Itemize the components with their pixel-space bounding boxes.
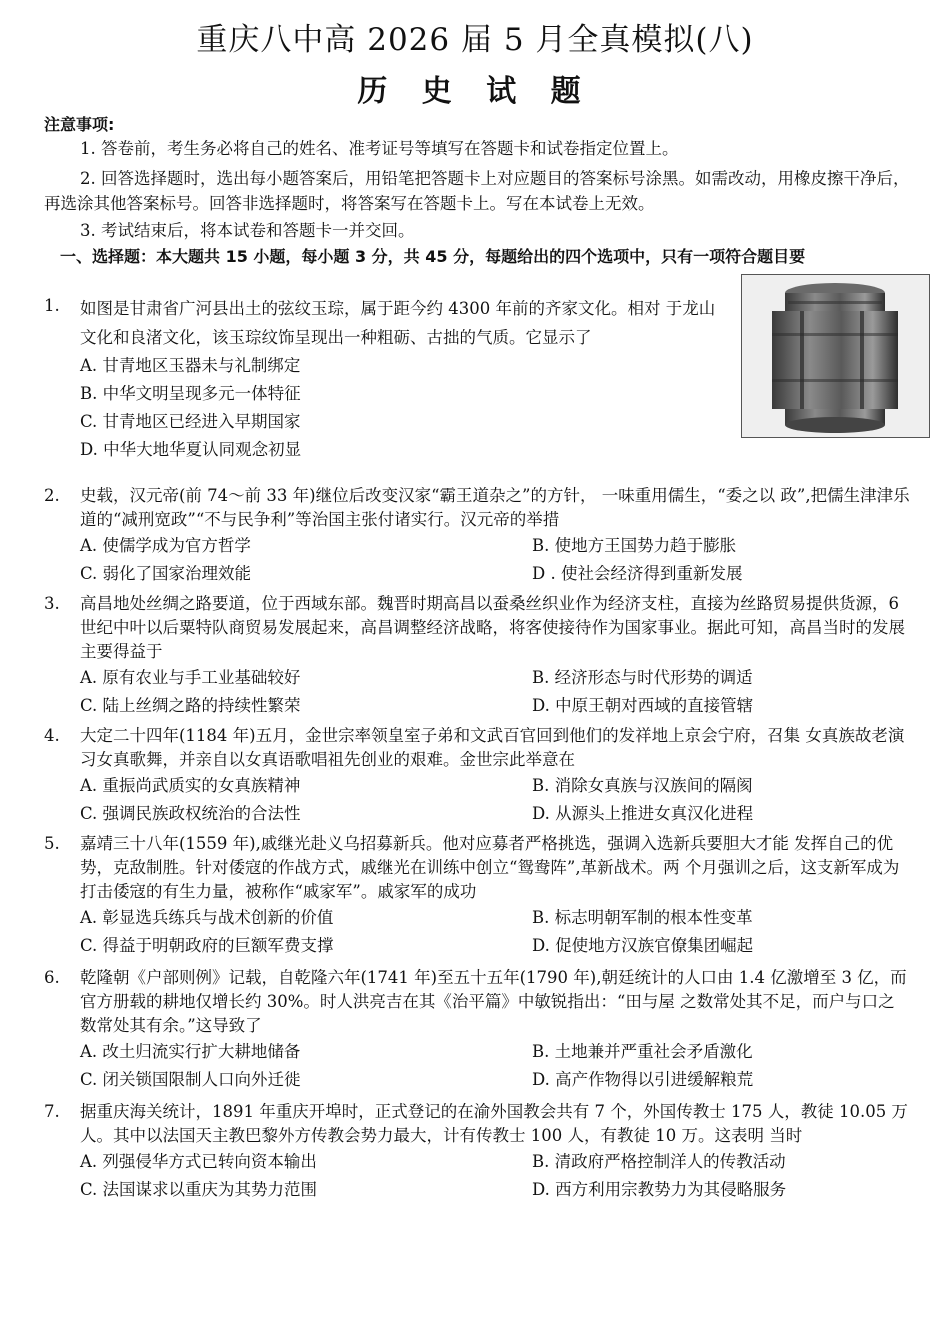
option-b[interactable]: B. 中华文明呈现多元一体特征 [80,384,301,403]
question-4 [44,724,910,826]
notice-item-2: 2. 回答选择题时，选出每小题答案后，用铅笔把答题卡上对应题目的答案标号涂黑。如需改动，用橡皮擦干净后，再选涂其他答案标号。回答非选择题时，将答案写在答题卡上。写在本试卷上无效。 [44,169,910,213]
option-d[interactable]: D. 中华大地华夏认同观念初显 [80,440,302,459]
question-stem: 高昌地处丝绸之路要道，位于西域东部。魏晋时期高昌以蚕桑丝织业作为经济支柱，直接为丝路贸易提供货源，6 世纪中叶以后粟特队商贸易发展起来，高昌调整经济战略，将客使接待作为国家事业。据此可知，高昌当时的发展主要得益于 [80,594,905,661]
option-a[interactable]: A. 甘青地区玉器未与礼制绑定 [80,356,301,375]
question-5 [44,832,910,958]
question-number: 6. [44,968,60,987]
option-a[interactable]: A. 彰显选兵练兵与战术创新的价值 [80,908,334,927]
option-b[interactable]: B. 清政府严格控制洋人的传教活动 [532,1152,786,1171]
option-c[interactable]: C. 闭关锁国限制人口向外迁徙 [80,1070,301,1089]
question-stem: 大定二十四年(1184 年)五月，金世宗率领皇室子弟和文武百官回到他们的发祥地上京会宁府，召集 女真族故老演习女真歌舞，并亲自以女真语歌唱祖先创业的艰难。金世宗此举意在 [80,726,905,769]
question-stem: 嘉靖三十八年(1559 年),戚继光赴义乌招募新兵。他对应募者严格挑选，强调入选新兵要胆大才能 发挥自己的优势，克敌制胜。针对倭寇的作战方式，戚继光在训练中创立“鸳鸯阵”,革新战术。两 个月强训之后，这支新军成为打击倭寇的有生力量，被称作“戚家军”。戚家军的成功 [80,834,900,901]
question-stem: 如图是甘肃省广河县出土的弦纹玉琮，属于距今约 4300 年前的齐家文化。相对 于龙山文化和良渚文化，该玉琮纹饰呈现出一种粗砺、古拙的气质。它显示了 [80,299,716,347]
notice-item-3: 3. 考试结束后，将本试卷和答题卡一并交回。 [80,221,415,240]
option-d[interactable]: D. 西方利用宗教势力为其侵略服务 [532,1180,787,1199]
option-a[interactable]: A. 列强侵华方式已转向资本输出 [80,1152,317,1171]
option-c[interactable]: C. 陆上丝绸之路的持续性繁荣 [80,696,301,715]
notice-heading: 注意事项: [44,115,115,134]
option-d[interactable]: D. 从源头上推进女真汉化进程 [532,804,754,823]
notice-item-1: 1. 答卷前，考生务必将自己的姓名、准考证号等填写在答题卡和试卷指定位置上。 [80,139,679,158]
question-number: 4. [44,726,60,745]
question-7 [44,1100,910,1202]
question-1 [44,294,910,462]
question-6 [44,966,910,1092]
option-a[interactable]: A. 重振尚武质实的女真族精神 [80,776,301,795]
option-c[interactable]: C. 甘青地区已经进入早期国家 [80,412,301,431]
exam-title: 重庆八中高 2026 届 5 月全真模拟(八) [196,22,754,58]
question-stem: 据重庆海关统计，1891 年重庆开埠时，正式登记的在渝外国教会共有 7 个，外国传教士 175 人，教徒 10.05 万人。其中以法国天主教巴黎外方传教会势力最大，计有传教士 100 人，有教徒 10 万。这表明 当时 [80,1102,908,1145]
question-number: 2. [44,486,60,505]
question-2 [44,484,910,586]
option-c[interactable]: C. 得益于明朝政府的巨额军费支撑 [80,936,334,955]
option-a[interactable]: A. 改土归流实行扩大耕地储备 [80,1042,301,1061]
question-stem: 乾隆朝《户部则例》记载，自乾隆六年(1741 年)至五十五年(1790 年),朝廷统计的人口由 1.4 亿激增至 3 亿，而官方册载的耕地仅增长约 30%。时人洪亮吉在其《治平篇》中敏锐指出：“田与屋 之数常处其不足，而户与口之数常处其有余。”这导致了 [80,968,907,1035]
option-b[interactable]: B. 标志明朝军制的根本性变革 [532,908,753,927]
section-heading: 一、选择题：本大题共 15 小题，每小题 3 分，共 45 分，每题给出的四个选项中，只有一项符合题目要 [60,247,806,266]
option-c[interactable]: C. 强调民族政权统治的合法性 [80,804,301,823]
option-b[interactable]: B. 土地兼并严重社会矛盾激化 [532,1042,753,1061]
question-stem: 史载，汉元帝(前 74～前 33 年)继位后改变汉家“霸王道杂之”的方针， 一味重用儒生，“委之以 政”,把儒生津津乐道的“减刑宽政”“不与民争利”等治国主张付诸实行。汉元帝的举措 [80,486,910,529]
question-number: 7. [44,1102,60,1121]
question-number: 5. [44,834,60,853]
option-d[interactable]: D. 中原王朝对西域的直接管辖 [532,696,754,715]
option-d[interactable]: D . 使社会经济得到重新发展 [532,564,743,583]
option-c[interactable]: C. 法国谋求以重庆为其势力范围 [80,1180,318,1199]
option-b[interactable]: B. 经济形态与时代形势的调适 [532,668,753,687]
option-a[interactable]: A. 原有农业与手工业基础较好 [80,668,301,687]
question-number: 1. [44,296,60,315]
option-c[interactable]: C. 弱化了国家治理效能 [80,564,252,583]
question-3 [44,592,910,718]
option-d[interactable]: D. 高产作物得以引进缓解粮荒 [532,1070,754,1089]
option-b[interactable]: B. 使地方王国势力趋于膨胀 [532,536,737,555]
question-number: 3. [44,594,60,613]
option-a[interactable]: A. 使儒学成为官方哲学 [80,536,251,555]
exam-subject-title: 历 史 试 题 [357,74,593,109]
option-b[interactable]: B. 消除女真族与汉族间的隔阂 [532,776,753,795]
option-d[interactable]: D. 促使地方汉族官僚集团崛起 [532,936,754,955]
